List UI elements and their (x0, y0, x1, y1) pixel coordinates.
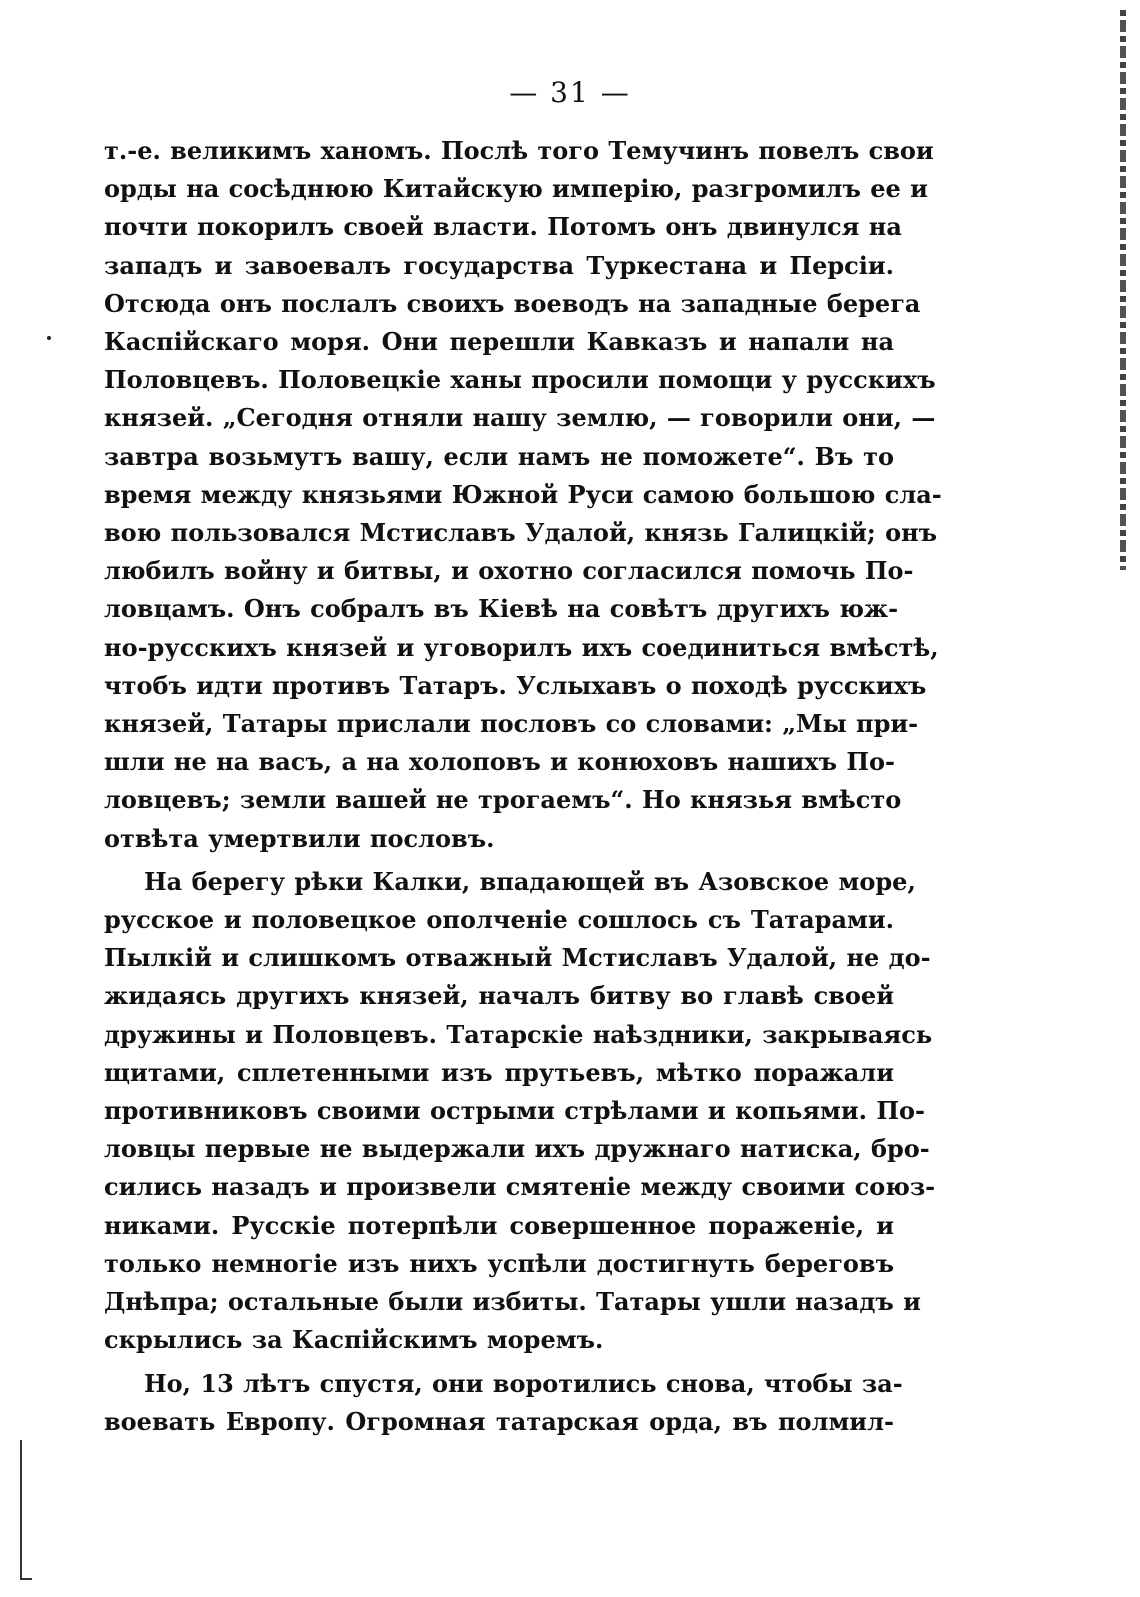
text-line: ловцамъ. Онъ собралъ въ Кіевѣ на совѣтъ другихъ юж- (104, 594, 899, 624)
text-line: любилъ войну и битвы, и охотно согласился помочь По- (104, 556, 914, 586)
text-line: Половцевъ. Половецкіе ханы просили помощи у русскихъ (104, 365, 936, 395)
text-line: жидаясь другихъ князей, началъ битву во главѣ своей (104, 981, 894, 1011)
text-line: только немногіе изъ нихъ успѣли достигнуть береговъ (104, 1248, 894, 1278)
text-line: русское и половецкое ополченіе сошлось съ Татарами. (104, 905, 894, 935)
text-line: князей, Татары прислали пословъ со словами: „Мы при- (104, 709, 919, 739)
text-line: сились назадъ и произвели смятеніе между своими союз- (104, 1172, 936, 1202)
text-line: орды на сосѣднюю Китайскую имперію, разгромилъ ее и (104, 174, 928, 204)
text-line: но-русскихъ князей и уговорилъ ихъ соединиться вмѣстѣ, (104, 632, 939, 662)
text-line: время между князьями Южной Руси самою большою сла- (104, 479, 942, 509)
text-line: завтра возьмутъ вашу, если намъ не поможете“. Въ то (104, 441, 894, 471)
scan-edge-left (20, 1440, 22, 1580)
text-line: никами. Русскіе потерпѣли совершенное пораженіе, и (104, 1210, 894, 1240)
text-line: ловцы первые не выдержали ихъ дружнаго натиска, бро- (104, 1134, 930, 1164)
text-line: чтобъ идти противъ Татаръ. Услыхавъ о походѣ русскихъ (104, 670, 927, 700)
body-text (104, 132, 942, 1441)
text-line: На берегу рѣки Калки, впадающей въ Азовское море, (144, 866, 916, 896)
text-line: Пылкій и слишкомъ отважный Мстиславъ Удалой, не до- (104, 943, 931, 973)
text-line: западъ и завоевалъ государства Туркестана и Персіи. (104, 250, 894, 280)
paragraph-1 (104, 132, 942, 858)
text-line: щитами, сплетенными изъ прутьевъ, мѣтко поражали (104, 1057, 894, 1087)
text-line: Но, 13 лѣтъ спустя, они воротились снова, чтобы за- (144, 1368, 903, 1398)
scan-edge-left-foot (20, 1578, 32, 1580)
text-line: князей. „Сегодня отняли нашу землю, — говорили они, — (104, 403, 936, 433)
paragraph-3 (104, 1365, 903, 1441)
text-line: т.-е. великимъ ханомъ. Послѣ того Темучинъ повелъ свои (104, 136, 934, 165)
text-line: скрылись за Каспійскимъ моремъ. (104, 1325, 604, 1355)
paragraph-2 (104, 863, 936, 1360)
text-line: Отсюда онъ послалъ своихъ воеводъ на западные берега (104, 288, 921, 318)
text-line: Днѣпра; остальные были избиты. Татары ушли назадъ и (104, 1287, 921, 1317)
text-line: дружины и Половцевъ. Татарскіе наѣздники, закрываясь (104, 1019, 933, 1049)
text-line: отвѣта умертвили пословъ. (104, 823, 495, 853)
text-line: противниковъ своими острыми стрѣлами и копьями. По- (104, 1096, 925, 1126)
text-line: Каспійскаго моря. Они перешли Кавказъ и напали на (104, 327, 894, 357)
text-line: воевать Европу. Огромная татарская орда, въ полмил- (104, 1406, 894, 1436)
text-line: шли не на васъ, а на холоповъ и конюховъ нашихъ По- (104, 747, 895, 777)
text-line: почти покорилъ своей власти. Потомъ онъ двинулся на (104, 212, 902, 242)
text-line: вою пользовался Мстиславъ Удалой, князь Галицкій; онъ (104, 518, 938, 548)
text-line: ловцевъ; земли вашей не трогаемъ“. Но князья вмѣсто (104, 785, 902, 815)
page-number: — 31 — (509, 76, 631, 109)
margin-mark (47, 336, 51, 340)
